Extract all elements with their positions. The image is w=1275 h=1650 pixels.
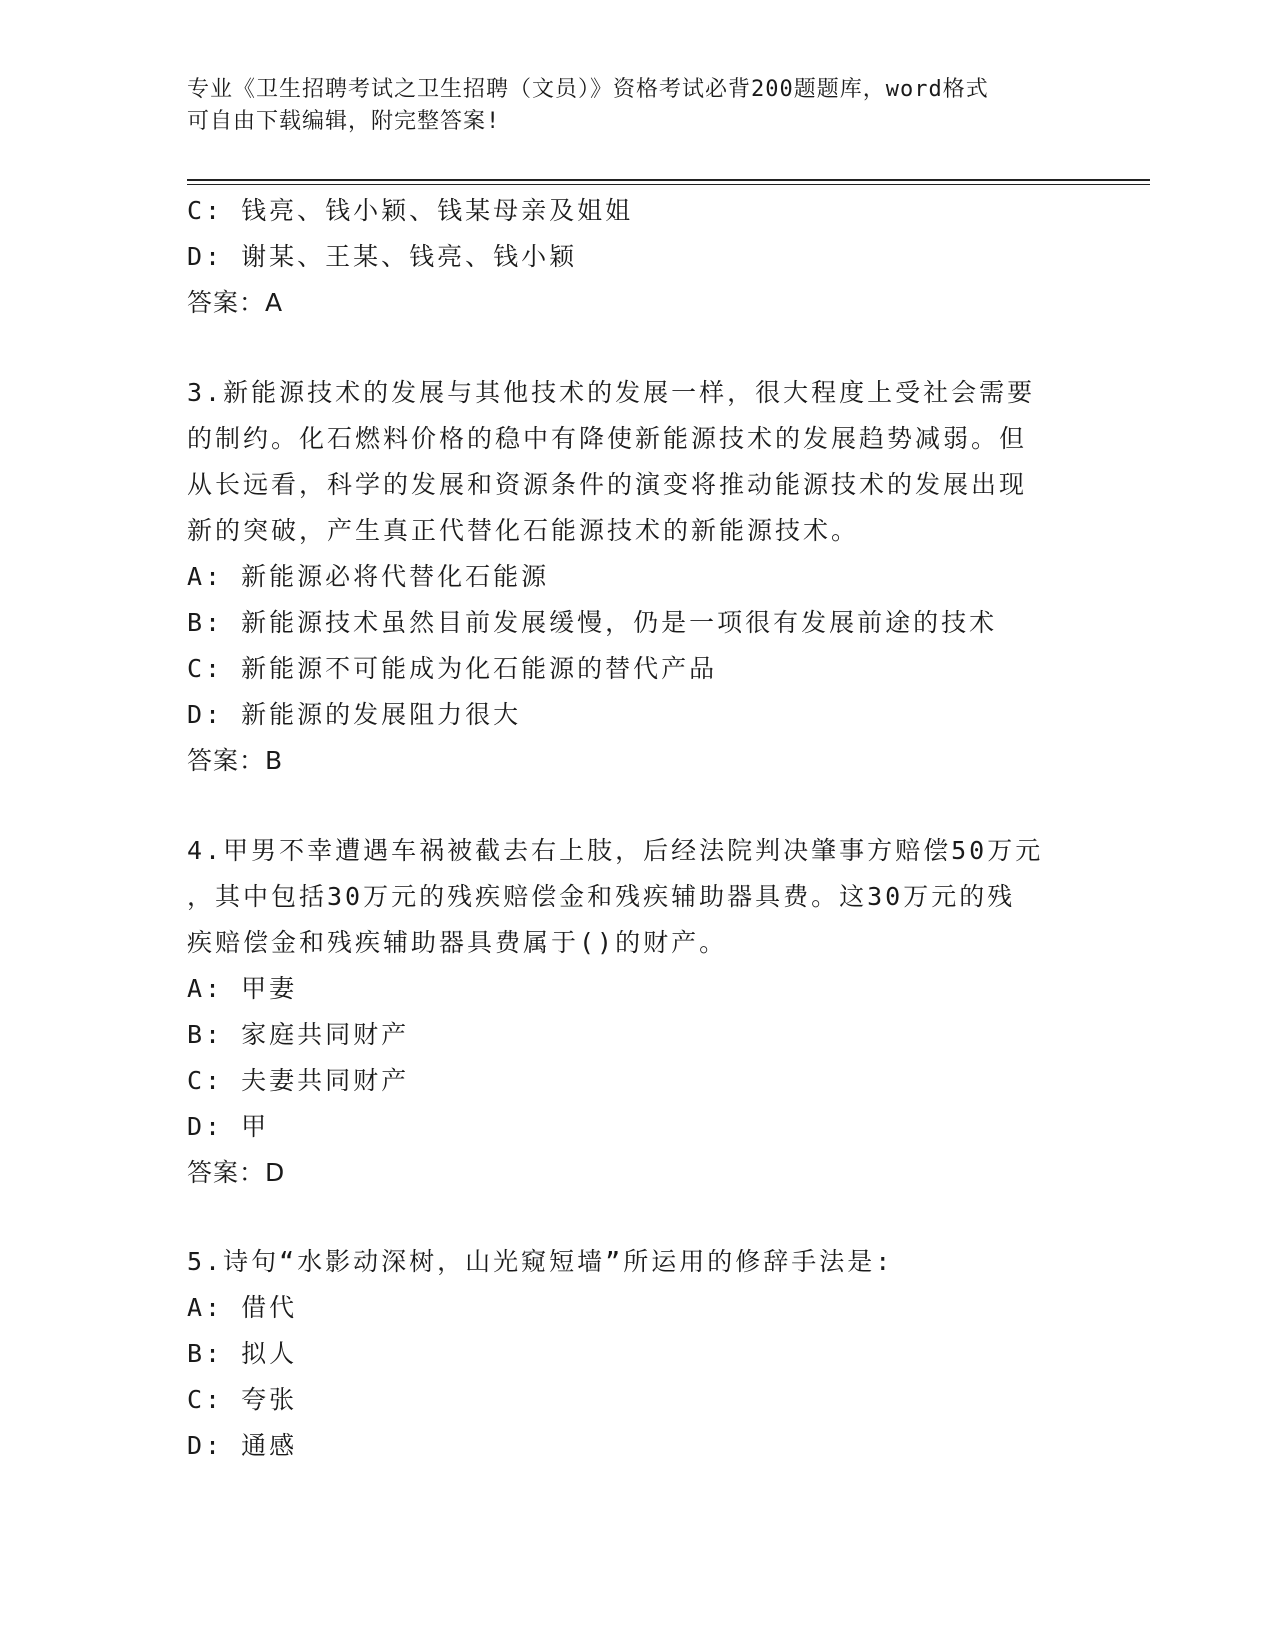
option-c: C: 夸张 (187, 1385, 298, 1414)
question-stem-line: 疾赔偿金和残疾辅助器具费属于()的财产。 (187, 928, 728, 957)
option-d: D: 通感 (187, 1431, 298, 1460)
question-stem-line: 5.诗句“水影动深树，山光窥短墙”所运用的修辞手法是: (187, 1247, 894, 1276)
question-spacer (187, 326, 1147, 370)
question-stem-line: 新的突破，产生真正代替化石能源技术的新能源技术。 (187, 516, 860, 545)
question-stem-line: 的制约。化石燃料价格的稳中有降使新能源技术的发展趋势减弱。但 (187, 424, 1028, 453)
option-d: D: 甲 (187, 1112, 270, 1141)
option-a: A: 甲妻 (187, 974, 298, 1003)
question-stem-line: 3.新能源技术的发展与其他技术的发展一样，很大程度上受社会需要 (187, 378, 1036, 407)
question-3 (187, 370, 1147, 784)
header-line-2: 可自由下载编辑，附完整答案! (187, 109, 501, 134)
option-b: B: 新能源技术虽然目前发展缓慢，仍是一项很有发展前途的技术 (187, 608, 998, 637)
option-b: B: 家庭共同财产 (187, 1020, 410, 1049)
header-line-1: 专业《卫生招聘考试之卫生招聘（文员）》资格考试必背200题题库，word格式 (187, 77, 989, 102)
option-a: A: 新能源必将代替化石能源 (187, 562, 550, 591)
question-stem-line: 从长远看，科学的发展和资源条件的演变将推动能源技术的发展出现 (187, 470, 1028, 499)
option-d: D: 新能源的发展阻力很大 (187, 700, 522, 729)
option-a: A: 借代 (187, 1293, 298, 1322)
document-header (187, 74, 1087, 138)
question-stem-line: 4.甲男不幸遭遇车祸被截去右上肢，后经法院判决肇事方赔偿50万元 (187, 836, 1044, 865)
question-spacer (187, 1196, 1147, 1239)
document-body (187, 188, 1147, 1469)
answer-line: 答案：A (187, 288, 284, 317)
option-c: C: 钱亮、钱小颖、钱某母亲及姐姐 (187, 196, 634, 225)
option-b: B: 拟人 (187, 1339, 298, 1368)
header-divider-thin (187, 184, 1150, 185)
question-stem-line: ，其中包括30万元的残疾赔偿金和残疾辅助器具费。这30万元的残 (187, 882, 1016, 911)
question-spacer (187, 784, 1147, 828)
question-2-tail (187, 188, 1147, 326)
header-divider-thick (187, 179, 1150, 181)
question-4 (187, 828, 1147, 1196)
answer-line: 答案：B (187, 746, 284, 775)
answer-line: 答案：D (187, 1158, 286, 1187)
option-c: C: 夫妻共同财产 (187, 1066, 410, 1095)
question-5 (187, 1239, 1147, 1469)
option-d: D: 谢某、王某、钱亮、钱小颖 (187, 242, 578, 271)
option-c: C: 新能源不可能成为化石能源的替代产品 (187, 654, 718, 683)
